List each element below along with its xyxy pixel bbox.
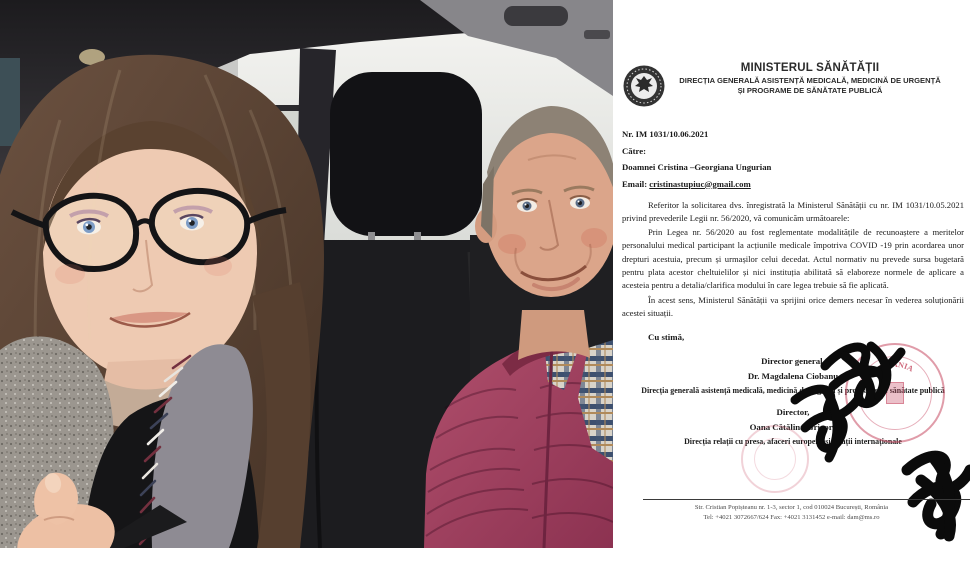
car-grab-handle — [504, 6, 568, 26]
footer-address: Str. Cristian Popișteanu nr. 1-3, sector 1, cod 010024 București, România — [694, 504, 889, 511]
stamp-text: ROMÂNIA — [870, 359, 915, 377]
driver-headrest — [330, 72, 482, 256]
directorate-line1: DIRECȚIA GENERALĂ ASISTENȚĂ MEDICALĂ, MEDICINĂ DE URGENȚĂ — [679, 76, 941, 85]
letterhead — [622, 62, 964, 113]
closing-salutation: Cu stimă, — [648, 332, 685, 343]
letter-body — [622, 199, 964, 321]
email-value: cristinastupiuc@gmail.com — [649, 178, 751, 189]
recipient-email-line — [622, 179, 964, 189]
paragraph: În acest sens, Ministerul Sănătății va sprijini orice demers necesar în vederea soluționării acestei situații. — [622, 294, 964, 318]
ministry-letter — [613, 0, 970, 565]
man-cheek-right — [581, 228, 607, 248]
signature-department: Direcția generală asistență medicală, medicină de urgență și programe de sănătate publică — [641, 386, 945, 396]
letter-footer — [613, 499, 970, 522]
reference-block — [622, 129, 964, 189]
woman-cheek-right — [204, 256, 232, 276]
ministry-title: MINISTERUL SĂNĂTĂȚII — [740, 62, 880, 74]
woman-cheek-left — [55, 264, 85, 284]
signature-name: Dr. Magdalena Ciobanu — [747, 371, 839, 382]
signature-department: Direcția relații cu presa, afaceri europene și relații internaționale — [684, 437, 902, 447]
directorate-line2: ȘI PROGRAME DE SĂNĂTATE PUBLICĂ — [737, 85, 883, 95]
recipient-name: Doamnei Cristina –Georgiana Ungurian — [622, 162, 772, 172]
signature-title: Director, — [776, 407, 810, 418]
footer-divider — [643, 499, 970, 500]
government-seal-icon — [622, 64, 666, 113]
woman-figure — [0, 55, 324, 548]
salutation-label: Către: — [622, 145, 646, 156]
footer-contact: Tel: +4021 3072667/624 Fax: +4021 3131452 e-mail: dam@ms.ro — [703, 513, 880, 521]
car-trim — [584, 30, 610, 39]
signature-title: Director general, — [761, 356, 825, 367]
scribble-corner — [907, 456, 970, 536]
paragraph: Referitor la solicitarea dvs. înregistrată la Ministerul Sănătății cu nr. IM 1031/10.05.2021 privind prevederile Legii nr. 56/2020, vă comunicăm următoarele: — [622, 199, 964, 223]
paragraph: Prin Legea nr. 56/2020 au fost reglementate modalitățile de recunoaștere a meritelor personalului medical participant la acțiunile medicale împotriva COVID -19 prin acordarea unor drepturi acestuia, precum și urmașilor celui decedat. Actul normativ nu prevede sursa bugetară pentru plata acestor cheltuielilor și nici instituția abilitată să elaboreze normele de aplicare a acesteia pentru a detalia/clarifica modului în care legea trebuie să fie aplicată. — [622, 227, 964, 291]
signature-name: Oana Cătălina Grigore — [749, 422, 837, 433]
man-cheek-left — [498, 234, 526, 254]
signature-block-director — [622, 407, 964, 446]
email-label: Email: — [622, 178, 648, 189]
signature-block-director-general — [622, 356, 964, 395]
car-left-window — [0, 58, 20, 146]
reference-number: Nr. IM 1031/10.06.2021 — [622, 129, 709, 139]
